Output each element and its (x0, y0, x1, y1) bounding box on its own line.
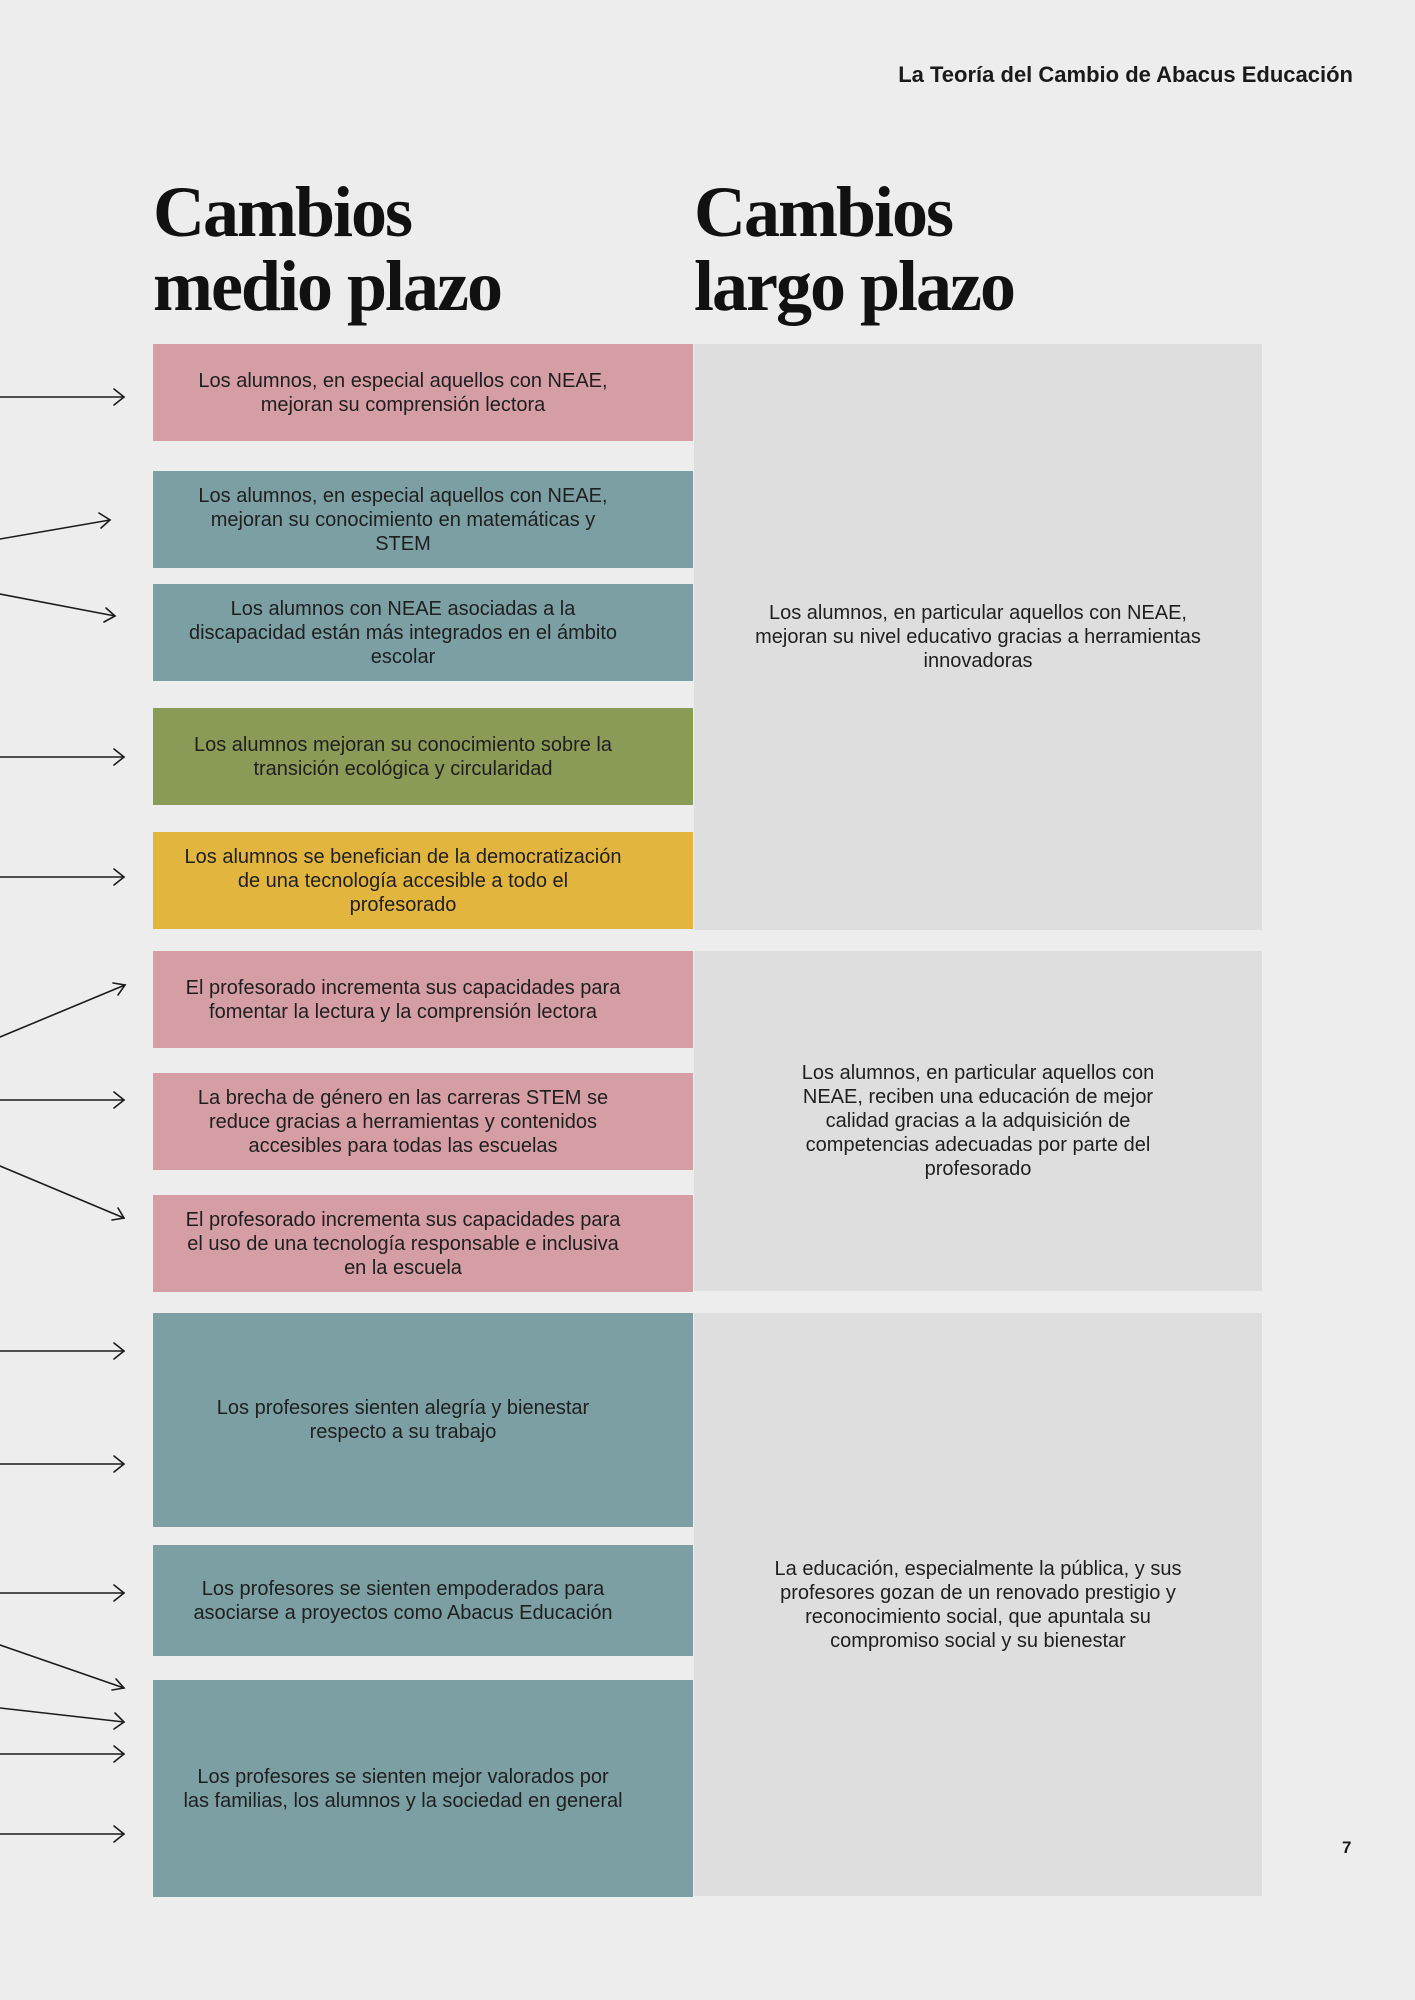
arrow (0, 1585, 124, 1601)
medium-term-box: Los alumnos, en especial aquellos con NEAE, mejoran su conocimiento en matemáticas y STEM (153, 471, 693, 568)
medium-term-box: Los profesores se sienten mejor valorados por las familias, los alumnos y la sociedad en general (153, 1680, 693, 1897)
long-term-box-teacher-prestige: La educación, especialmente la pública, y sus profesores gozan de un renovado prestigio y reconocimiento social, que apuntala su compromiso social y su bienestar (694, 1313, 1262, 1896)
long-term-box-student-outcomes: Los alumnos, en particular aquellos con NEAE, mejoran su nivel educativo gracias a herramientas innovadoras (694, 344, 1262, 930)
medium-term-column-title: Cambios medio plazo (153, 172, 501, 326)
arrow (0, 513, 110, 539)
document-header: La Teoría del Cambio de Abacus Educación (898, 62, 1353, 87)
arrow (0, 1166, 124, 1220)
long-term-box-education-quality: Los alumnos, en particular aquellos con NEAE, reciben una educación de mejor calidad gracias a la adquisición de competencias adecuadas por parte del profesorado (694, 951, 1262, 1291)
medium-term-box: Los alumnos mejoran su conocimiento sobre la transición ecológica y circularidad (153, 708, 693, 805)
arrow (0, 1826, 124, 1842)
arrow (0, 983, 125, 1037)
arrow (0, 594, 115, 622)
medium-term-box: El profesorado incrementa sus capacidades para el uso de una tecnología responsable e inclusiva en la escuela (153, 1195, 693, 1292)
arrow (0, 1343, 124, 1359)
arrow (0, 1456, 124, 1472)
medium-term-box: La brecha de género en las carreras STEM se reduce gracias a herramientas y contenidos accesibles para todas las escuelas (153, 1073, 693, 1170)
arrow (0, 749, 124, 765)
arrow (0, 869, 124, 885)
arrow (0, 389, 124, 405)
incoming-arrows (0, 0, 140, 2000)
long-term-column-title: Cambios largo plazo (694, 172, 1014, 326)
medium-term-box: El profesorado incrementa sus capacidades para fomentar la lectura y la comprensión lectora (153, 951, 693, 1048)
medium-term-box: Los alumnos con NEAE asociadas a la discapacidad están más integrados en el ámbito escolar (153, 584, 693, 681)
arrow (0, 1645, 124, 1690)
medium-term-box: Los alumnos, en especial aquellos con NEAE, mejoran su comprensión lectora (153, 344, 693, 441)
arrow (0, 1092, 124, 1108)
medium-term-box: Los profesores sienten alegría y bienestar respecto a su trabajo (153, 1313, 693, 1527)
arrow (0, 1708, 124, 1729)
medium-term-box: Los profesores se sienten empoderados para asociarse a proyectos como Abacus Educación (153, 1545, 693, 1656)
page-number: 7 (1342, 1838, 1352, 1857)
arrow (0, 1746, 124, 1762)
medium-term-box: Los alumnos se benefician de la democratización de una tecnología accesible a todo el profesorado (153, 832, 693, 929)
